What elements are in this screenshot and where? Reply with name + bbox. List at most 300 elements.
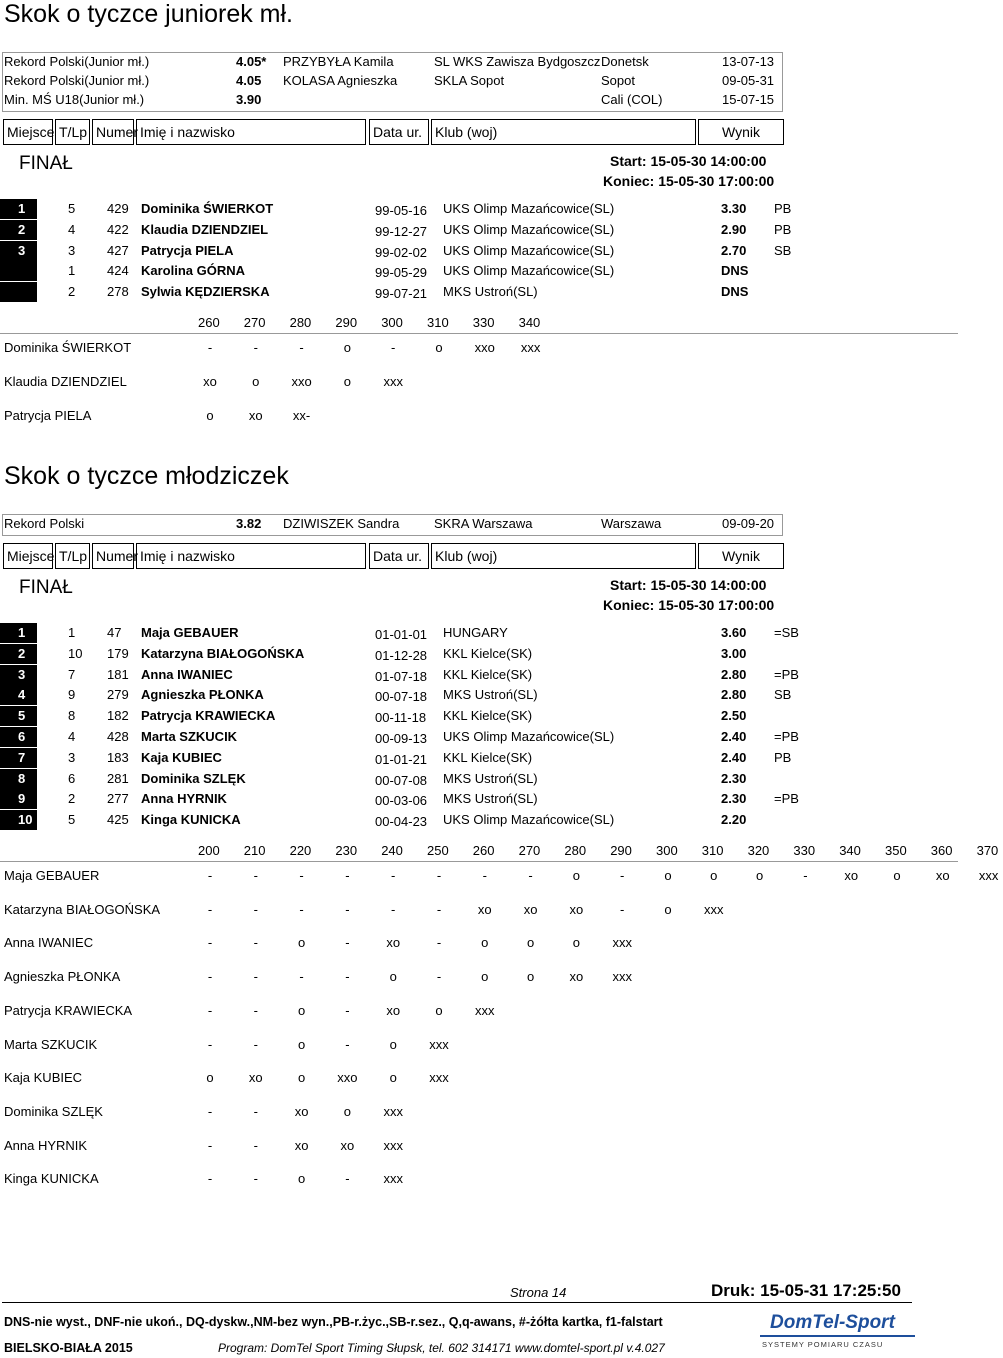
height-label: 330 (793, 843, 816, 858)
height-label: 220 (289, 843, 312, 858)
attempt-mark: xo (294, 1137, 309, 1153)
record-date: 09-05-31 (722, 73, 775, 88)
place-cell (0, 199, 37, 219)
attempt-mark: - (436, 868, 442, 883)
place-cell (0, 706, 37, 726)
start-order: 8 (68, 708, 76, 724)
birth-date: 00-11-18 (375, 710, 427, 726)
attempt-mark: xxx (429, 1036, 449, 1052)
attempt-mark: - (253, 901, 258, 917)
place: 6 (18, 729, 26, 744)
attempt-mark: - (207, 1036, 213, 1052)
attempt-mark: o (297, 1036, 306, 1052)
result-row (0, 810, 960, 830)
birth-date: 01-01-21 (375, 751, 428, 767)
attempt-mark: o (252, 374, 260, 390)
attempt-mark: - (345, 1036, 350, 1052)
bib-number: 183 (107, 749, 129, 765)
height-label: 340 (518, 315, 541, 330)
start-order: 1 (68, 263, 76, 279)
bib-number: 278 (107, 284, 129, 300)
club: UKS Olimp Mazańcowice(SL) (443, 242, 615, 258)
result-note: =SB (774, 625, 799, 640)
birth-date: 01-01-01 (375, 627, 428, 642)
place: 9 (18, 791, 26, 807)
record-place: Cali (COL) (601, 92, 663, 107)
place: 3 (18, 666, 26, 682)
result-note: SB (774, 242, 792, 258)
bib-number: 47 (107, 625, 122, 640)
start-order: 4 (68, 221, 76, 237)
attempt-mark: - (207, 901, 213, 917)
place-cell (0, 261, 37, 281)
attempt-mark: - (345, 969, 350, 985)
attempt-mark: xo (523, 901, 538, 917)
header-wynik: Wynik (698, 543, 784, 569)
start-order: 6 (68, 770, 76, 786)
record-box-right (782, 52, 783, 111)
program-info: Program: DomTel Sport Timing Słupsk, tel. 602 314171 www.domtel-sport.pl v.4.027 (218, 1341, 665, 1355)
place: 7 (18, 749, 26, 765)
final-label: FINAŁ (19, 577, 73, 598)
final-label: FINAŁ (19, 153, 73, 174)
result: 2.40 (721, 729, 747, 744)
height-label: 200 (198, 843, 220, 858)
attempt-mark: xxx (429, 1070, 449, 1086)
attempt-mark: - (299, 969, 304, 985)
logo-rule (760, 1335, 915, 1337)
athlete-name: Patrycja PIELA (141, 242, 234, 258)
result-row (0, 644, 960, 664)
header-tlp: T/Lp (55, 119, 90, 145)
attempt-mark: xxo (291, 374, 312, 390)
attempt-mark: - (253, 1137, 258, 1153)
club: MKS Ustroń(SL) (443, 791, 538, 807)
height-label: 340 (839, 843, 861, 858)
start-order: 4 (68, 729, 76, 744)
attempt-mark: xxx (520, 340, 541, 355)
result: 2.50 (721, 708, 747, 724)
attempt-mark: o (297, 1171, 306, 1187)
birth-date: 99-02-02 (375, 244, 428, 260)
club: KKL Kielce(SK) (443, 708, 533, 724)
attempt-mark: - (436, 901, 442, 917)
attempt-mark: - (482, 868, 487, 883)
record-holder: DZIWISZEK Sandra (283, 516, 400, 531)
height-label: 260 (472, 843, 495, 858)
result-row (0, 727, 960, 747)
birth-date: 99-05-29 (375, 265, 428, 281)
height-label: 270 (518, 843, 541, 858)
birth-date: 00-04-23 (375, 814, 428, 830)
attempt-mark: o (297, 935, 306, 951)
height-label: 230 (335, 843, 358, 858)
result-note: SB (774, 687, 792, 703)
header-miejsce: Miejsce (3, 543, 53, 569)
attempt-mark: - (207, 340, 213, 355)
attempt-mark: - (528, 868, 533, 883)
club: MKS Ustroń(SL) (443, 284, 538, 300)
header-name: Imię i nazwisko (136, 119, 366, 145)
bib-number: 281 (107, 770, 129, 786)
bib-number: 422 (107, 221, 129, 237)
club: KKL Kielce(SK) (443, 749, 533, 765)
attempt-mark: o (389, 969, 397, 985)
birth-date: 00-09-13 (375, 731, 428, 746)
record-date: 09-09-20 (722, 516, 775, 531)
height-label: 270 (243, 315, 266, 330)
club: KKL Kielce(SK) (443, 645, 533, 661)
place: 10 (18, 812, 33, 828)
result-note: =PB (774, 791, 799, 807)
attempt-mark: - (620, 901, 625, 917)
heights-rule (0, 861, 958, 862)
attempt-mark: - (345, 1002, 350, 1018)
start-order: 2 (68, 284, 76, 300)
place: 4 (18, 687, 26, 703)
attempt-mark: xo (248, 1070, 263, 1086)
attempt-mark: xo (569, 969, 584, 985)
height-label: 250 (427, 843, 449, 858)
birth-date: 99-07-21 (375, 286, 428, 302)
height-label: 310 (701, 843, 724, 858)
attempt-mark: o (481, 969, 489, 985)
result-row (0, 220, 960, 240)
section-title: Skok o tyczce młodziczek (4, 462, 289, 490)
result: 3.60 (721, 625, 747, 640)
start-order: 10 (68, 645, 83, 661)
athlete-name: Kaja KUBIEC (141, 749, 222, 765)
attempt-mark: xxx (383, 1171, 403, 1187)
attempt-mark: xo (294, 1103, 309, 1119)
attempt-mark: - (253, 969, 258, 985)
attempt-mark: - (207, 1103, 213, 1119)
attempt-mark: - (253, 1036, 258, 1052)
record-club: SKRA Warszawa (434, 516, 533, 531)
bib-number: 279 (107, 687, 129, 703)
attempt-mark: o (710, 868, 718, 883)
club: HUNGARY (443, 625, 508, 640)
record-box-right (782, 514, 783, 535)
record-label: Rekord Polski(Junior mł.) (4, 54, 150, 69)
start-order: 5 (68, 201, 76, 216)
attempt-mark: o (664, 901, 672, 917)
header-club: Klub (woj) (431, 543, 696, 569)
attempt-mark: - (207, 1171, 213, 1187)
height-label: 310 (427, 315, 449, 330)
header-wynik: Wynik (698, 119, 784, 145)
bib-number: 181 (107, 666, 129, 682)
record-box-top (2, 52, 783, 53)
start-order: 3 (68, 242, 76, 258)
attempt-mark: - (436, 935, 442, 951)
result: 2.20 (721, 812, 747, 828)
bib-number: 424 (107, 263, 129, 279)
club: UKS Olimp Mazańcowice(SL) (443, 201, 615, 216)
attempt-mark: o (435, 340, 443, 355)
record-box-bottom (2, 535, 783, 536)
result-row (0, 282, 960, 302)
athlete-name: Karolina GÓRNA (141, 263, 246, 279)
result-note: =PB (774, 729, 799, 744)
record-place: Donetsk (601, 54, 649, 69)
attempt-mark: o (755, 868, 764, 883)
place-cell (0, 282, 37, 302)
bib-number: 277 (107, 791, 129, 807)
location: BIELSKO-BIAŁA 2015 (4, 1341, 133, 1355)
athlete-name: Marta SZKUCIK (141, 729, 238, 744)
club: KKL Kielce(SK) (443, 666, 533, 682)
record-label: Rekord Polski(Junior mł.) (4, 73, 150, 88)
height-label: 260 (198, 315, 220, 330)
birth-date: 00-03-06 (375, 793, 428, 809)
birth-date: 99-05-16 (375, 203, 428, 218)
attempt-mark: o (664, 868, 672, 883)
club: UKS Olimp Mazańcowice(SL) (443, 221, 615, 237)
athlete-name: Patrycja KRAWIECKA (141, 708, 276, 724)
bib-number: 425 (107, 812, 129, 828)
place-cell (0, 685, 37, 705)
record-box-left (2, 514, 3, 535)
club: MKS Ustroń(SL) (443, 770, 538, 786)
record-club: SKLA Sopot (434, 73, 505, 88)
attempt-athlete-name: Dominika ŚWIERKOT (4, 340, 132, 355)
attempt-mark: o (343, 1103, 351, 1119)
attempt-mark: xx- (292, 408, 311, 424)
result-row (0, 789, 960, 809)
athlete-name: Klaudia DZIENDZIEL (141, 221, 269, 237)
attempt-athlete-name: Patrycja PIELA (4, 408, 92, 424)
bib-number: 429 (107, 201, 129, 216)
logo-tagline: SYSTEMY POMIARU CZASU (762, 1340, 884, 1349)
attempt-mark: xo (569, 901, 584, 917)
end-time: Koniec: 15-05-30 17:00:00 (603, 173, 775, 189)
height-label: 350 (885, 843, 907, 858)
attempt-mark: - (207, 935, 213, 951)
record-label: Min. MŚ U18(Junior mł.) (4, 92, 145, 107)
print-time: Druk: 15-05-31 17:25:50 (711, 1281, 901, 1300)
record-value: 3.90 (236, 92, 262, 107)
attempt-mark: - (299, 901, 304, 917)
start-order: 2 (68, 791, 76, 807)
company-logo (760, 1312, 920, 1352)
club: UKS Olimp Mazańcowice(SL) (443, 263, 615, 279)
result: 2.80 (721, 666, 747, 682)
result: 2.30 (721, 791, 747, 807)
place-cell (0, 789, 37, 809)
place: 2 (18, 221, 26, 237)
page-number: Strona 14 (510, 1285, 567, 1300)
record-club: SL WKS Zawisza Bydgoszcz (434, 54, 601, 69)
attempt-mark: - (253, 935, 258, 951)
attempt-mark: xo (340, 1137, 355, 1153)
result: 2.40 (721, 749, 747, 765)
bib-number: 179 (107, 645, 129, 661)
place-cell (0, 644, 37, 664)
record-date: 15-07-15 (722, 92, 775, 107)
footer-rule-top (2, 1302, 912, 1303)
attempt-mark: - (253, 1171, 258, 1187)
start-order: 9 (68, 687, 76, 703)
height-label: 240 (381, 843, 403, 858)
start-order: 3 (68, 749, 76, 765)
attempt-mark: - (436, 969, 442, 985)
heights-rule (0, 333, 958, 334)
attempt-athlete-name: Patrycja KRAWIECKA (4, 1002, 133, 1018)
club: MKS Ustroń(SL) (443, 687, 538, 703)
athlete-name: Anna HYRNIK (141, 791, 227, 807)
attempt-athlete-name: Klaudia DZIENDZIEL (4, 374, 127, 390)
result-row (0, 623, 960, 643)
attempt-athlete-name: Katarzyna BIAŁOGOŃSKA (4, 901, 161, 917)
height-label: 300 (656, 843, 678, 858)
attempt-mark: o (481, 935, 489, 951)
attempt-mark: - (345, 901, 350, 917)
record-holder: KOLASA Agnieszka (283, 73, 398, 88)
attempt-mark: xxx (383, 1137, 403, 1153)
attempt-mark: xo (935, 868, 950, 883)
club: UKS Olimp Mazańcowice(SL) (443, 729, 615, 744)
birth-date: 00-07-18 (375, 689, 428, 705)
bib-number: 182 (107, 708, 129, 724)
place: 3 (18, 242, 26, 258)
place-cell (0, 220, 37, 240)
attempt-mark: - (299, 340, 304, 355)
attempt-mark: xo (248, 408, 263, 424)
attempt-athlete-name: Anna HYRNIK (4, 1137, 88, 1153)
legend: DNS-nie wyst., DNF-nie ukoń., DQ-dyskw.,NM-bez wyn.,PB-r.życ.,SB-r.sez., Q,q-awans, #-żółta kartka, f1-falstart (4, 1315, 663, 1329)
start-time: Start: 15-05-30 14:00:00 (610, 153, 767, 169)
result-row (0, 769, 960, 789)
record-value: 4.05 (236, 73, 262, 88)
athlete-name: Maja GEBAUER (141, 625, 239, 640)
height-label: 330 (472, 315, 495, 330)
header-tlp: T/Lp (55, 543, 90, 569)
height-label: 370 (976, 843, 999, 858)
attempt-mark: - (253, 1002, 258, 1018)
record-value: 3.82 (236, 516, 262, 531)
start-order: 5 (68, 812, 76, 828)
athlete-name: Dominika SZLĘK (141, 770, 246, 786)
height-label: 360 (930, 843, 953, 858)
attempt-mark: - (803, 868, 808, 883)
attempt-mark: o (206, 1070, 214, 1086)
attempt-athlete-name: Agnieszka PŁONKA (4, 969, 121, 985)
attempt-mark: - (299, 868, 304, 883)
place-cell (0, 241, 37, 261)
record-place: Warszawa (601, 516, 662, 531)
place: 8 (18, 770, 26, 786)
attempt-mark: - (253, 340, 258, 355)
result: 2.30 (721, 770, 747, 786)
attempt-mark: xo (386, 935, 401, 951)
attempt-mark: xo (844, 868, 859, 883)
attempt-mark: o (343, 374, 351, 390)
attempt-mark: o (526, 969, 535, 985)
athlete-name: Katarzyna BIAŁOGOŃSKA (141, 645, 305, 661)
attempt-mark: - (207, 969, 213, 985)
attempt-mark: xxx (978, 868, 999, 883)
result: 3.00 (721, 645, 747, 661)
height-label: 320 (747, 843, 770, 858)
attempt-mark: xxo (474, 340, 495, 355)
attempt-mark: xxx (612, 969, 632, 985)
place-cell (0, 623, 37, 643)
place: 2 (18, 645, 26, 661)
record-date: 13-07-13 (722, 54, 775, 69)
attempt-athlete-name: Marta SZKUCIK (4, 1036, 98, 1052)
record-holder: PRZYBYŁA Kamila (283, 54, 394, 69)
attempt-athlete-name: Maja GEBAUER (4, 868, 100, 883)
attempt-mark: xxx (475, 1002, 495, 1018)
attempt-mark: - (620, 868, 625, 883)
result-row (0, 199, 960, 219)
attempt-mark: xo (477, 901, 492, 917)
header-club: Klub (woj) (431, 119, 696, 145)
header-dob: Data ur. (369, 119, 429, 145)
header-name: Imię i nazwisko (136, 543, 366, 569)
attempt-mark: xxx (383, 1103, 403, 1119)
header-numer: Numer (92, 119, 134, 145)
result: 2.80 (721, 687, 747, 703)
attempt-mark: o (435, 1002, 443, 1018)
attempt-mark: o (206, 408, 214, 424)
header-miejsce: Miejsce (3, 119, 53, 145)
attempt-mark: - (207, 868, 213, 883)
place-cell (0, 810, 37, 830)
end-time: Koniec: 15-05-30 17:00:00 (603, 597, 775, 613)
record-label: Rekord Polski (4, 516, 85, 531)
result-row (0, 665, 960, 685)
attempt-mark: xxx (704, 901, 724, 917)
attempt-mark: o (389, 1070, 397, 1086)
place: 1 (18, 625, 26, 640)
athlete-name: Dominika ŚWIERKOT (141, 201, 274, 216)
result: DNS (721, 263, 749, 279)
place: 1 (18, 201, 26, 216)
attempt-mark: o (297, 1070, 306, 1086)
result-note: =PB (774, 666, 799, 682)
attempt-mark: - (391, 901, 396, 917)
attempt-athlete-name: Kinga KUNICKA (4, 1171, 99, 1187)
athlete-name: Agnieszka PŁONKA (141, 687, 264, 703)
section-title: Skok o tyczce juniorek mł. (4, 0, 293, 28)
height-label: 290 (335, 315, 358, 330)
start-order: 1 (68, 625, 76, 640)
result-row (0, 748, 960, 768)
birth-date: 99-12-27 (375, 223, 428, 239)
bib-number: 427 (107, 242, 129, 258)
result: DNS (721, 284, 749, 300)
header-dob: Data ur. (369, 543, 429, 569)
result: 3.30 (721, 201, 747, 216)
attempt-athlete-name: Anna IWANIEC (4, 935, 94, 951)
height-label: 280 (564, 843, 587, 858)
attempt-mark: - (345, 868, 350, 883)
result-note: PB (774, 201, 792, 216)
result: 2.90 (721, 221, 747, 237)
attempt-mark: xo (203, 374, 217, 390)
record-box-left (2, 52, 3, 111)
attempt-mark: xo (386, 1002, 401, 1018)
attempt-mark: - (207, 1137, 213, 1153)
attempt-mark: o (343, 340, 351, 355)
attempt-mark: - (391, 340, 396, 355)
record-value: 4.05* (236, 54, 267, 69)
attempt-mark: o (389, 1036, 397, 1052)
place: 5 (18, 708, 26, 724)
attempt-mark: o (893, 868, 901, 883)
